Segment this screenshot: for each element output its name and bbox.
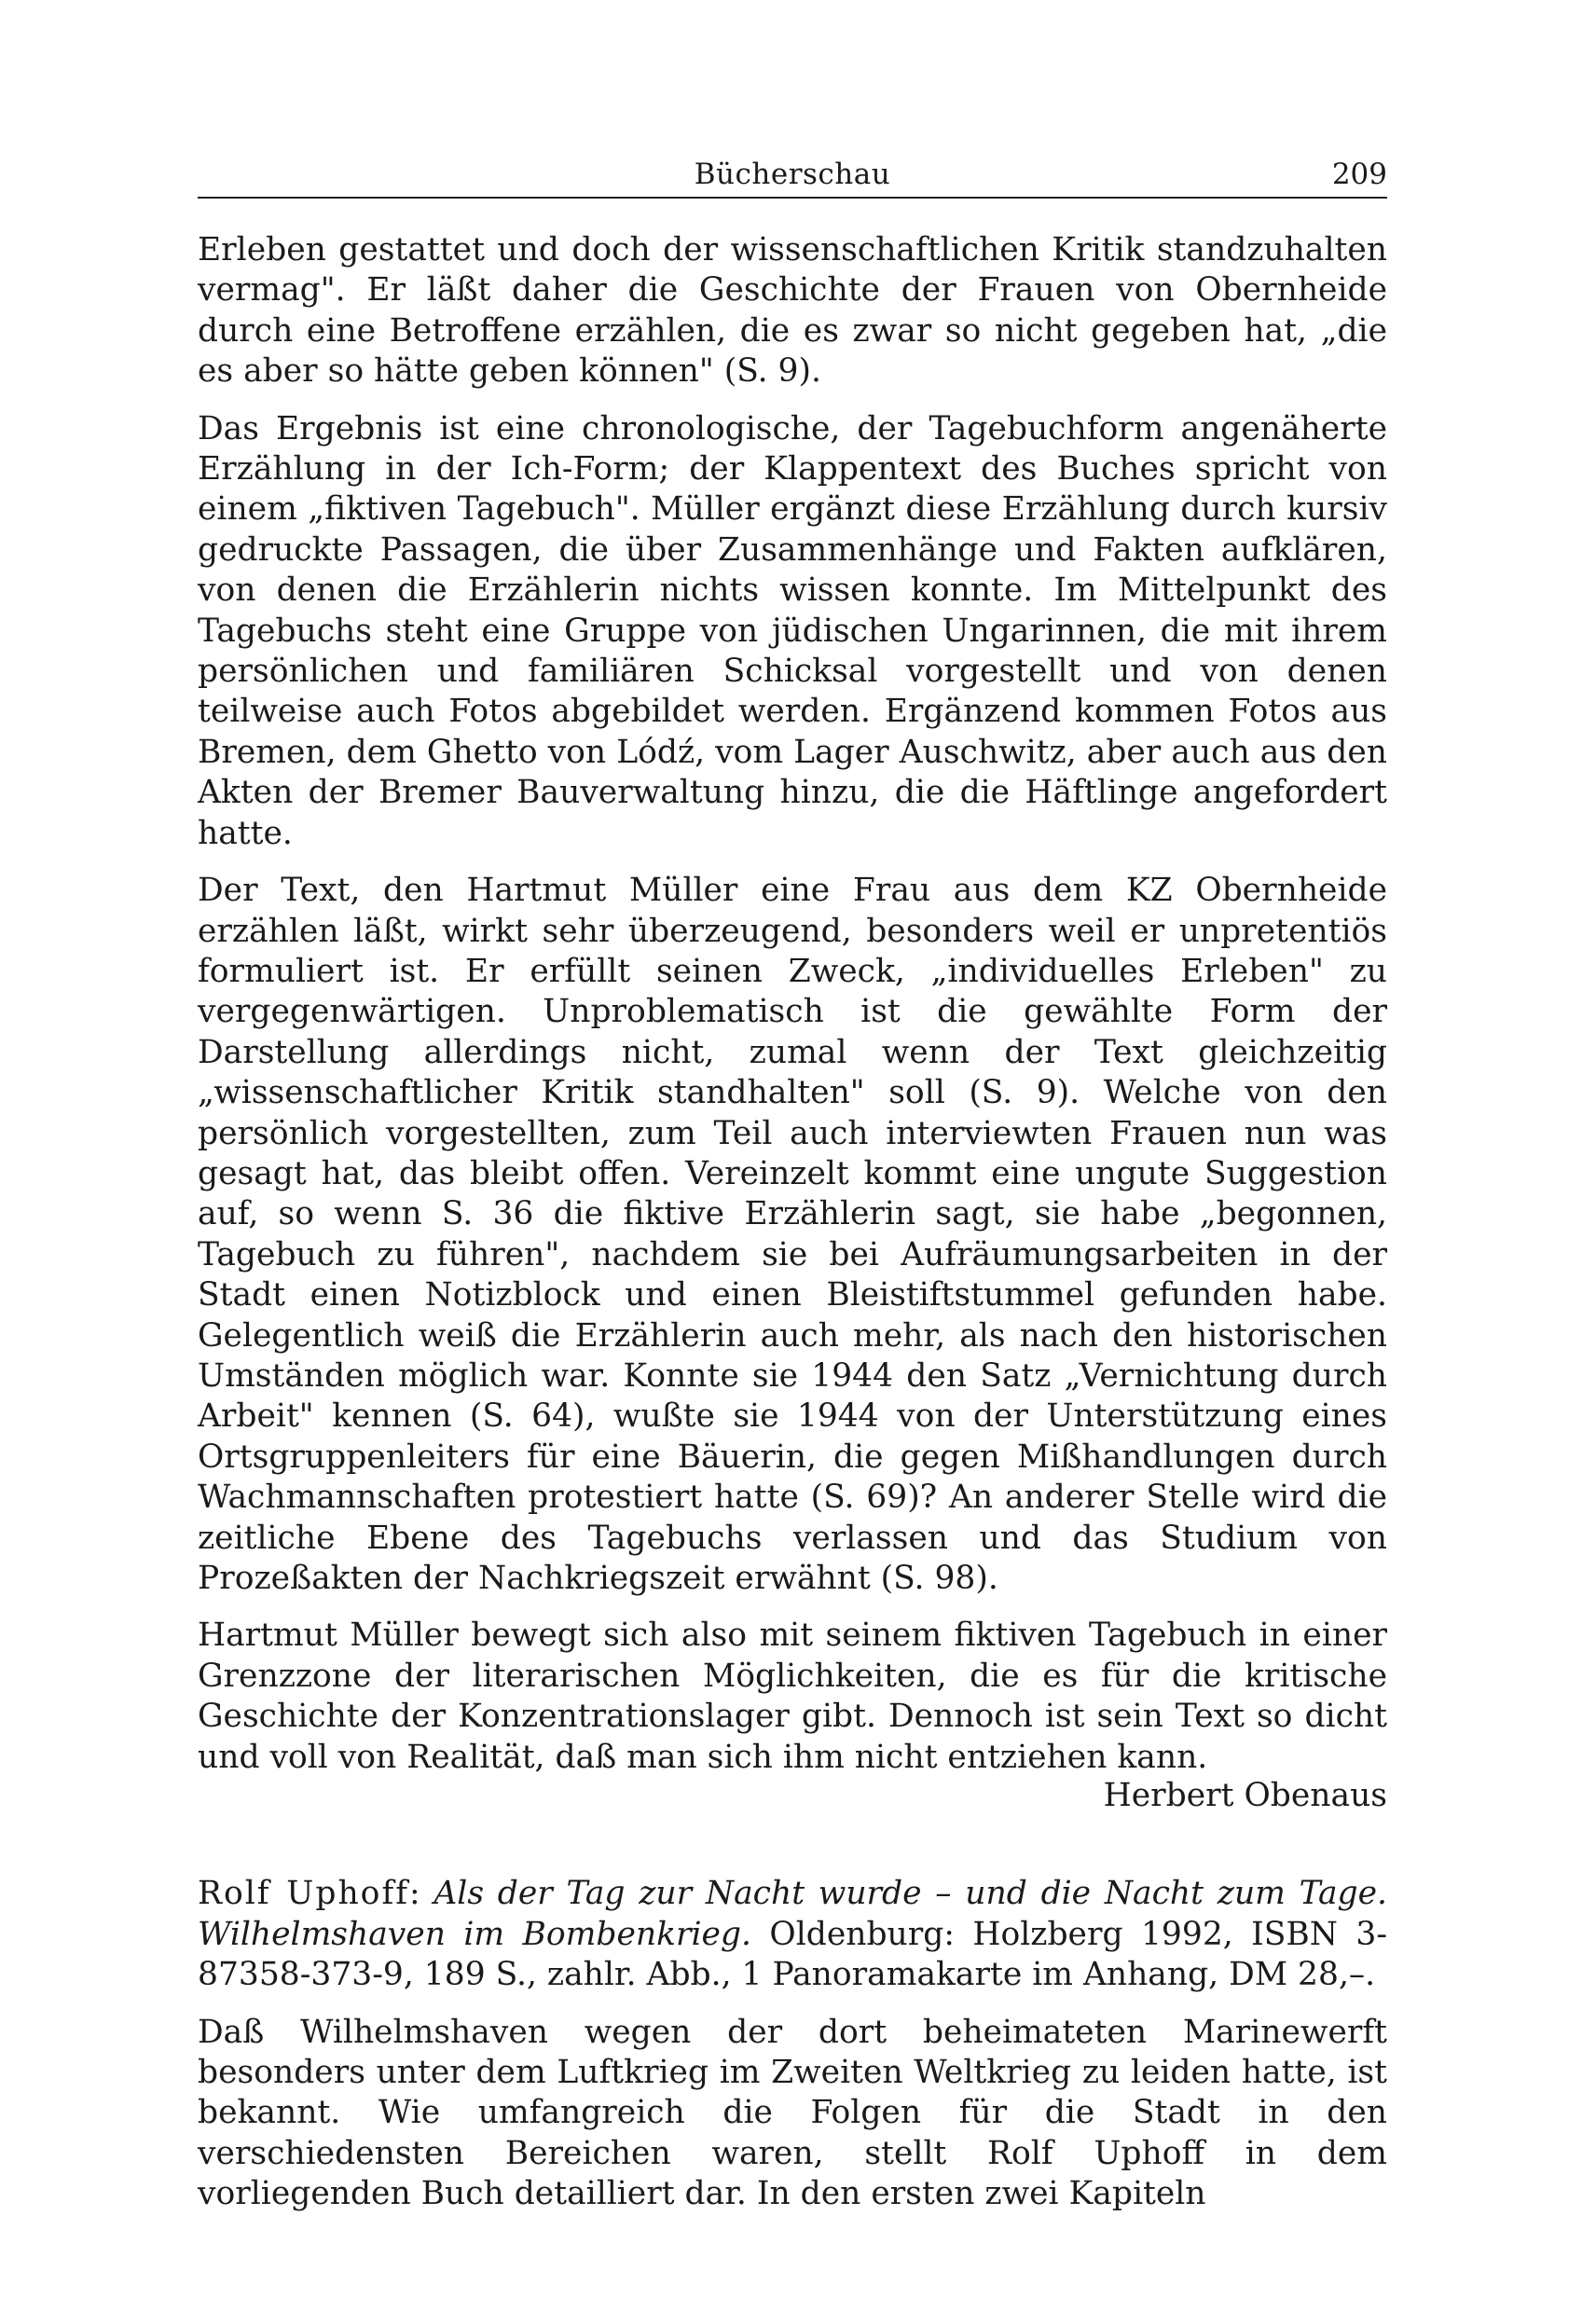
book-title: Als der Tag zur Nacht wurde – und die Nacht zum Tage. Wilhelmshaven im Bombenkrieg. — [198, 1875, 1387, 1953]
book-author: Rolf Uphoff — [198, 1875, 409, 1913]
paragraph-4: Hartmut Müller bewegt sich also mit seinem fiktiven Tagebuch in einer Grenzzone der literarischen Möglichkeiten, die es für die kritische Geschichte der Konzentrationslager gibt. Dennoch ist sein Text so dicht und voll von Realität, daß man sich ihm nicht entziehen kann. — [198, 1617, 1387, 1776]
reviewer-signature: Herbert Obenaus — [1103, 1777, 1387, 1815]
author-separator: : — [409, 1875, 434, 1913]
running-title: Bücherschau — [694, 158, 891, 191]
page-number: 209 — [1331, 158, 1387, 191]
running-head — [198, 154, 1387, 199]
paragraph-1: Erleben gestattet und doch der wissenschaftlichen Kritik standzuhalten vermag". Er läßt daher die Geschichte der Frauen von Obernheide durch eine Betroffene erzählen, die es zwar so nicht gegeben hat, „die es aber so hätte geben können" (S. 9). — [198, 231, 1387, 391]
paragraph-5: Daß Wilhelmshaven wegen der dort beheimateten Marinewerft besonders unter dem Luftkrieg im Zweiten Weltkrieg zu leiden hatte, ist bekannt. Wie umfangreich die Folgen für die Stadt in den verschiedensten Bereichen waren, stellt Rolf Uphoff in dem vorliegenden Buch detailliert dar. In den ersten zwei Kapiteln — [198, 2013, 1387, 2213]
review-body — [198, 230, 1387, 2215]
review-bibliographic-entry — [198, 1874, 1387, 1995]
paragraph-2: Das Ergebnis ist eine chronologische, der Tagebuchform angenäherte Erzählung in der Ich-Form; der Klappentext des Buches spricht von einem „fiktiven Tagebuch". Müller ergänzt diese Erzählung durch kursiv gedruckte Passagen, die über Zusammenhänge und Fakten aufklären, von denen die Erzählerin nichts wissen konnte. Im Mittelpunkt des Tagebuchs steht eine Gruppe von jüdischen Ungarinnen, die mit ihrem persönlichen und familiären Schicksal vorgestellt und von denen teilweise auch Fotos abgebildet werden. Ergänzend kommen Fotos aus Bremen, dem Ghetto von Lódź, vom Lager Auschwitz, aber auch aus den Akten der Bremer Bauverwaltung hinzu, die die Häftlinge angefordert hatte. — [198, 409, 1387, 852]
book-page — [198, 154, 1387, 2232]
paragraph-3: Der Text, den Hartmut Müller eine Frau aus dem KZ Obernheide erzählen läßt, wirkt sehr überzeugend, besonders weil er unpretentiös formuliert ist. Er erfüllt seinen Zweck, „individuelles Erleben" zu vergegenwärtigen. Unproblematisch ist die gewählte Form der Darstellung allerdings nicht, zumal wenn der Text gleichzeitig „wissenschaftlicher Kritik standhalten" soll (S. 9). Welche von den persönlich vorgestellten, zum Teil auch interviewten Frauen nun was gesagt hat, das bleibt offen. Vereinzelt kommt eine ungute Suggestion auf, so wenn S. 36 die fiktive Erzählerin sagt, sie habe „begonnen, Tagebuch zu führen", nachdem sie bei Aufräumungsarbeiten in der Stadt einen Notizblock und einen Bleistiftstummel gefunden habe. Gelegentlich weiß die Erzählerin auch mehr, als nach den historischen Umständen möglich war. Konnte sie 1944 den Satz „Vernichtung durch Arbeit" kennen (S. 64), wußte sie 1944 von der Unterstützung eines Ortsgruppenleiters für eine Bäuerin, die gegen Mißhandlungen durch Wachmannschaften protestiert hatte (S. 69)? An anderer Stelle wird die zeitliche Ebene des Tagebuchs verlassen und das Studium von Prozeßakten der Nachkriegszeit erwähnt (S. 98). — [198, 872, 1387, 1597]
book-details: Oldenburg: Holzberg 1992, ISBN 3-87358-373-9, 189 S., zahlr. Abb., 1 Panoramakarte im Anhang, DM 28,–. — [198, 1915, 1387, 1994]
